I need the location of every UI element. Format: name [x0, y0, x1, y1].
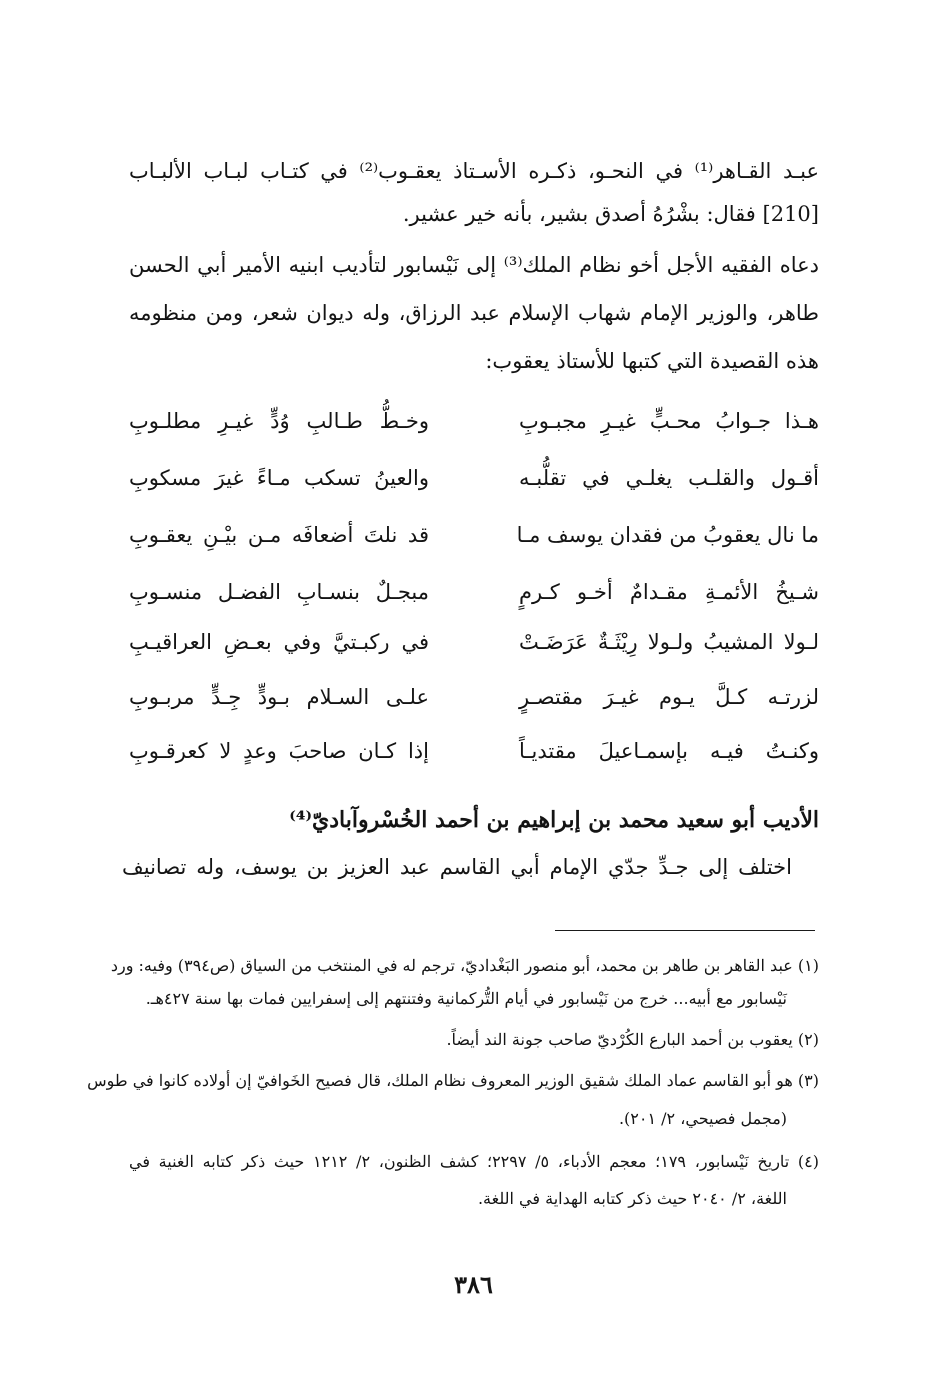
footnote-2-line-1: (٢) يعقوب بن أحمد البارع الكُرْديّ صاحب جونة الند أيضاً. [446, 1030, 819, 1049]
body-line-2: [210] فقال: بشْرُهُ أصدق بشير، بأنه خير عشير. [402, 202, 819, 226]
verse-first-hemistich: وكنـتُ فيـه بإسمـاعيلَ مقتديـاً [519, 739, 819, 763]
verse-first-hemistich: أقـول والقلـب يغلـي في تقلُّبـه [519, 466, 819, 490]
footnote-divider [555, 930, 815, 931]
body-line-3: دعاه الفقيه الأجل أخو نظام الملك⁽³⁾ إلى نَيْسابور لتأديب ابنيه الأمير أبي الحسن [129, 253, 819, 277]
body-line-4: طاهر، والوزير الإمام شهاب الإسلام عبد الرزاق، وله ديوان شعر، ومن منظومه [129, 301, 819, 325]
section-text: اختلف إلى جـدِّ جدّي الإمام أبي القاسم عبد العزيز بن يوسف، وله تصانيف [122, 855, 792, 879]
poem-verse [129, 518, 819, 552]
verse-first-hemistich: لـولا المشيبُ ولـولا رِيْثَـةٌ عَرَضَـتْ [519, 630, 819, 654]
body-line-5: هذه القصيدة التي كتبها للأستاذ يعقوب: [485, 349, 819, 373]
verse-second-hemistich: علـى السـلام بـودٍّ جِـدٍّ مربـوبِ [129, 685, 429, 709]
footnote-1-line-2: نَيْسابور مع أبيه... خرج من نَيْسابور في أيام التُّركمانية وفتنتهم إلى إسفرايين فمات بها سنة ٤٢٧هـ. [145, 989, 787, 1008]
poem-verse [129, 680, 819, 714]
poem-verse [129, 461, 819, 495]
verse-second-hemistich: في ركبـتيَّ وفي بعـضِ العراقيـبِ [129, 630, 429, 654]
section-heading: الأديب أبو سعيد محمد بن إبراهيم بن أحمد الخُسْروآباديّ⁽⁴⁾ [289, 807, 819, 833]
footnote-1-line-1: (١) عبد القاهر بن طاهر بن محمد، أبو منصور البَغْداديّ، ترجم له في المنتخب من السياق (ص٣٩٤) وفيه: ورد [110, 956, 819, 975]
footnote-3-line-1: (٣) هو أبو القاسم عماد الملك شقيق الوزير المعروف نظام الملك، قال فصيح الخَوافيّ إن أولاده كانوا في طوس [87, 1071, 819, 1090]
verse-second-hemistich: مبجـلٌ بنسـابِ الفضـل منسـوبِ [129, 580, 429, 604]
footnote-4-line-1: (٤) تاريخ نَيْسابور، ١٧٩؛ معجم الأدباء، ٥/ ٢٢٩٧؛ كشف الظنون، ٢/ ١٢١٢ حيث ذكر كتابه الغنية في [129, 1152, 820, 1171]
poem-verse [129, 734, 819, 768]
poem-verse [129, 404, 819, 438]
footnote-4-line-2: اللغة، ٢/ ٢٠٤٠ حيث ذكر كتابه الهداية في اللغة. [477, 1189, 787, 1208]
page-number: ٣٨٦ [454, 1270, 493, 1299]
poem-verse [129, 625, 819, 659]
footnote-3-line-2: (مجمل فصيحي، ٢/ ٢٠١). [618, 1109, 787, 1128]
verse-first-hemistich: هـذا جـوابُ محـبٍّ غيـرِ مجبـوبِ [519, 409, 819, 433]
verse-second-hemistich: وخـطُّ طـالبِ وُدٍّ غيـرِ مطلـوبِ [129, 409, 429, 433]
verse-first-hemistich: لزرتـه كـلَّ يـوم غيـرَ مقتصـرٍ [519, 685, 819, 709]
verse-second-hemistich: إذا كـان صاحبَ وعدٍ لا كعرقـوبِ [129, 739, 429, 763]
body-line-1: عبـد القـاهر⁽¹⁾ في النحـو، ذكـره الأسـتاذ يعقـوب⁽²⁾ في كتـاب لبـاب الألبـاب [129, 159, 819, 183]
poem-verse [129, 575, 819, 609]
verse-first-hemistich: ما نال يعقوبُ من فقدان يوسف مـا [516, 523, 819, 547]
verse-first-hemistich: شـيخُ الأئمـةِ مقـدامٌ أخـو كـرمٍ [519, 580, 819, 604]
verse-second-hemistich: قد نلتَ أضعافَه مـن بيْـنِ يعقـوبِ [129, 523, 429, 547]
verse-second-hemistich: والعينُ تسكب مـاءً غيرَ مسكوبِ [129, 466, 429, 490]
